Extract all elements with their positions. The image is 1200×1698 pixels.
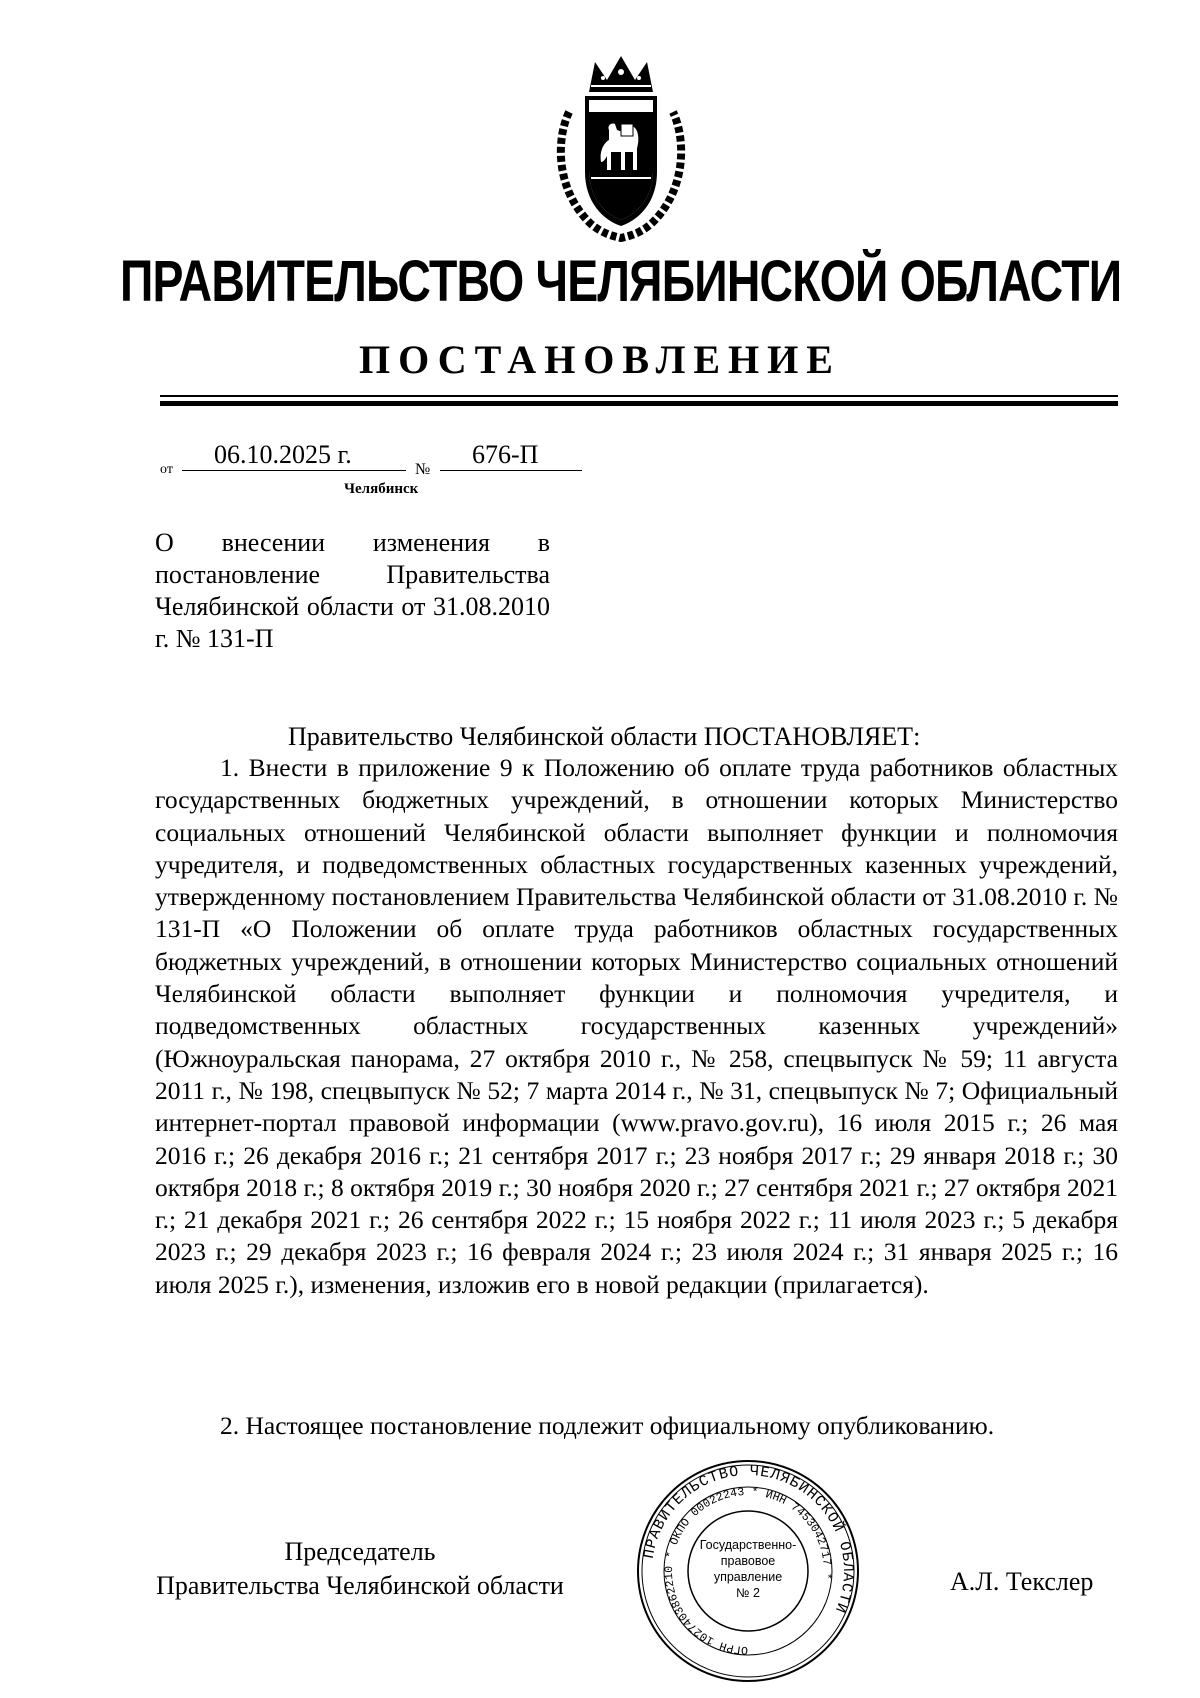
signatory-position bbox=[140, 1535, 580, 1603]
header-divider-thick bbox=[160, 401, 1118, 406]
signatory-position-line-2: Правительства Челябинской области bbox=[156, 1571, 564, 1600]
document-city: Челябинск bbox=[344, 481, 419, 497]
stamp-inner-line-2: правовое bbox=[720, 1554, 776, 1568]
stamp-outer-text: ПРАВИТЕЛЬСТВО ЧЕЛЯБИНСКОЙ ОБЛАСТИ bbox=[640, 1462, 857, 1616]
stamp-inner-line-4: № 2 bbox=[736, 1586, 760, 1600]
number-label: № bbox=[415, 461, 431, 478]
date-underline bbox=[182, 470, 406, 471]
document-subject: О внесении изменения в постановление Правительства Челябинской области от 31.08.2010 г. № 131-П bbox=[155, 528, 550, 653]
stamp-inner-line-3: управление bbox=[713, 1570, 783, 1584]
resolution-item-1: 1. Внести в приложение 9 к Положению об оплате труда работников областных государственных бюджетных учреждений, в отношении которых Министерство социальных отношений Челябинской области выполняет функции и полномочия учредителя, и подведомственных областных государственных казенных учреждений, утвержденному постановлением Правительства Челябинской области от 31.08.2010 г. № 131-П «О Положении об оплате труда работников областных государственных бюджетных учреждений, в отношении которых Министерство социальных отношений Челябинской области выполняет функции и полномочия учредителя, и подведомственных областных государственных казенных учреждений» (Южноуральская панорама, 27 октября 2010 г., № 258, спецвыпуск № 59; 11 августа 2011 г., № 198, спецвыпуск № 52; 7 марта 2014 г., № 31, спецвыпуск № 7; Официальный интернет-портал правовой информации (www.pravo.gov.ru), 16 июля 2015 г.; 26 мая 2016 г.; 26 декабря 2016 г.; 21 сентября 2017 г.; 23 ноября 2017 г.; 29 января 2018 г.; 30 октября 2018 г.; 8 октября 2019 г.; 30 ноября 2020 г.; 27 сентября 2021 г.; 27 октября 2021 г.; 21 декабря 2021 г.; 26 сентября 2022 г.; 15 ноября 2022 г.; 11 июля 2023 г.; 5 декабря 2023 г.; 29 декабря 2023 г.; 16 февраля 2024 г.; 23 июля 2024 г.; 31 января 2025 г.; 16 июля 2025 г.), изменения, изложив его в новой редакции (прилагается). bbox=[155, 753, 1118, 1299]
date-prefix-label: от bbox=[160, 462, 173, 477]
document-type-heading: ПОСТАНОВЛЕНИЕ bbox=[359, 337, 841, 382]
number-underline bbox=[440, 470, 582, 471]
organization-title: ПРАВИТЕЛЬСТВО ЧЕЛЯБИНСКОЙ ОБЛАСТИ bbox=[120, 249, 1122, 314]
document-date: 06.10.2025 г. bbox=[214, 440, 352, 469]
official-stamp bbox=[634, 1457, 862, 1685]
signatory-name: А.Л. Текслер bbox=[950, 1567, 1094, 1596]
resolution-item-2: 2. Настоящее постановление подлежит официальному опубликованию. bbox=[220, 1411, 995, 1440]
header-divider-thin bbox=[160, 395, 1118, 397]
preamble: Правительство Челябинской области ПОСТАНОВЛЯЕТ: bbox=[288, 722, 921, 751]
chelyabinsk-coat-of-arms-icon bbox=[551, 52, 691, 242]
stamp-inner-line-1: Государственно- bbox=[699, 1538, 797, 1552]
stamp-codes-text: ОГРН 1027403862210 * ОКПО 00022243 * ИНН 7453042717 * bbox=[662, 1485, 834, 1657]
signatory-position-line-1: Председатель bbox=[284, 1537, 436, 1566]
document-number: 676-П bbox=[472, 440, 539, 469]
